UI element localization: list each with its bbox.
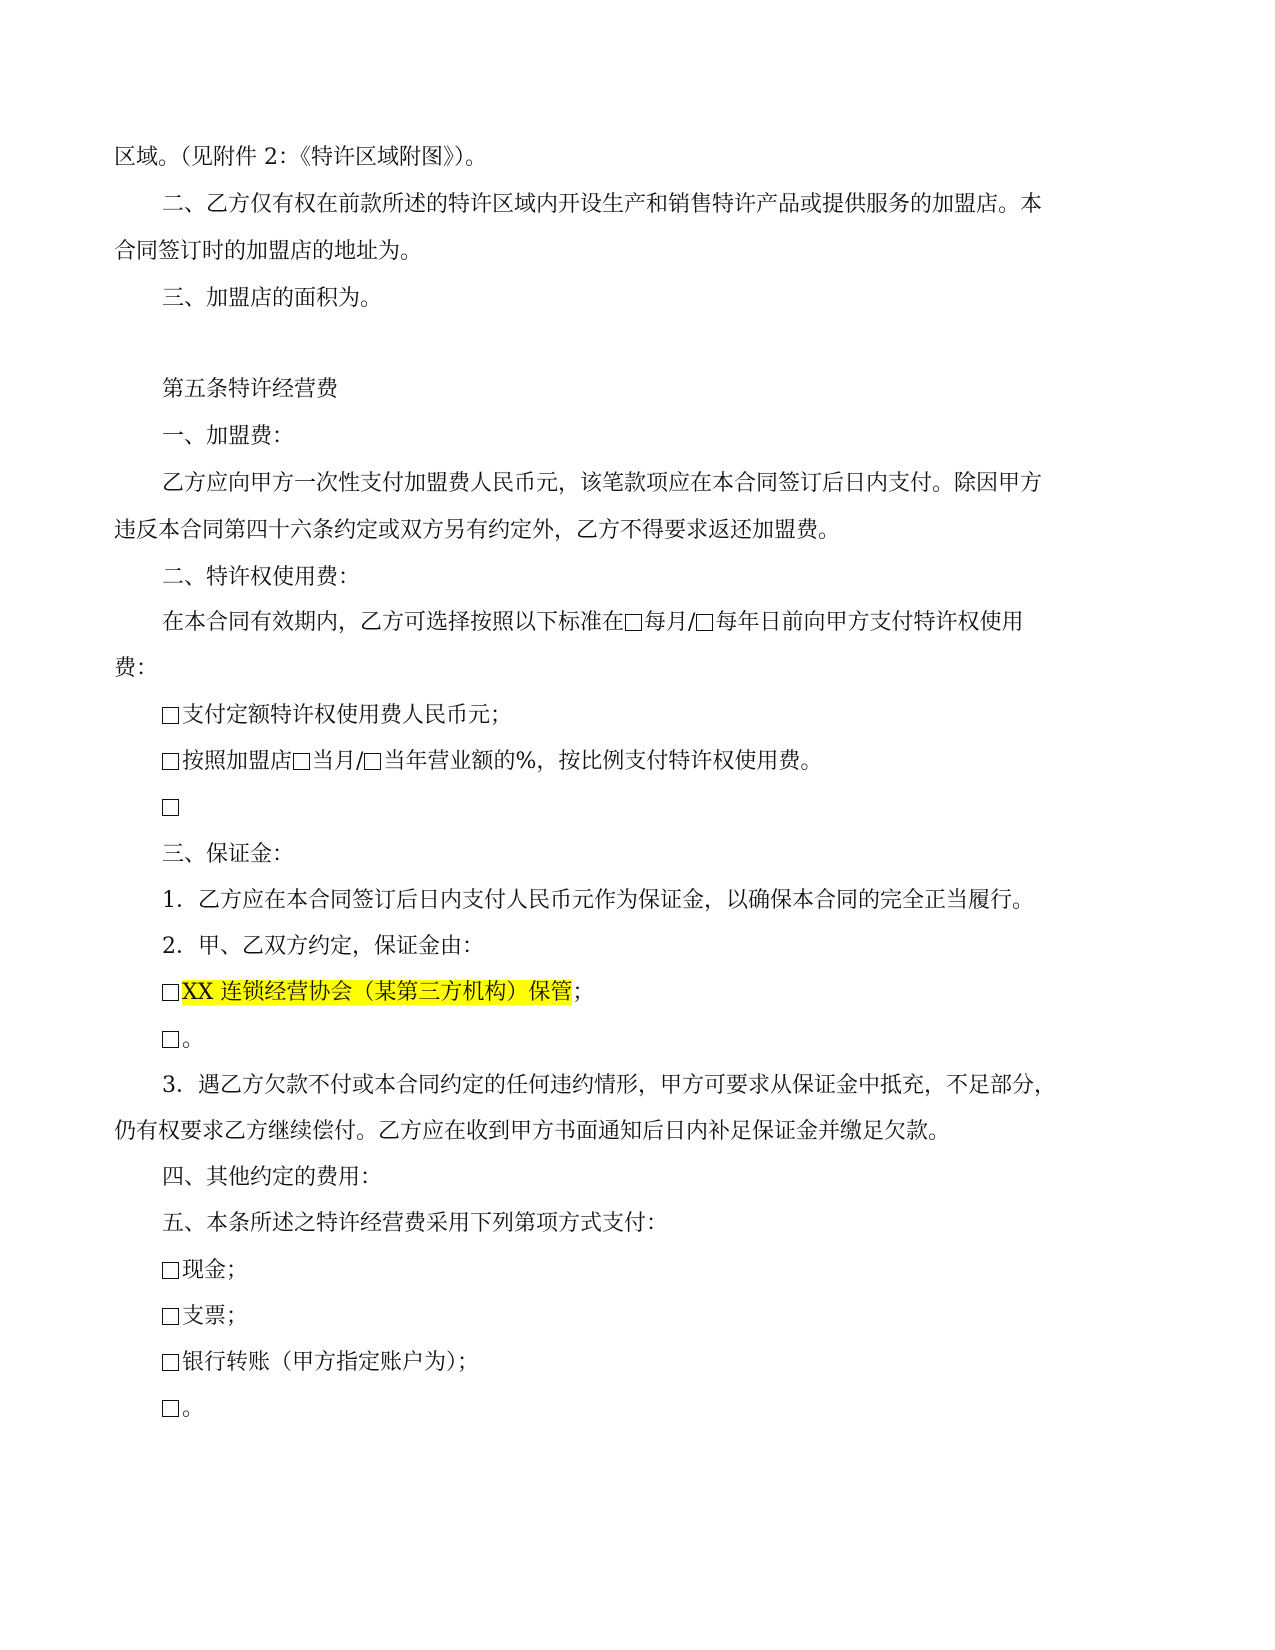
checkbox-icon (162, 1308, 179, 1325)
option-line (162, 793, 182, 823)
paragraph-line (162, 932, 484, 962)
text: 乙方应向甲方一次性支付加盟费人民币元，该笔款项应在本合同签订后日内支付。除因甲方 (162, 471, 1043, 496)
paragraph-line (162, 886, 1034, 916)
text: 二、乙方仅有权在前款所述的特许区域内开设生产和销售特许产品或提供服务的加盟店。本 (162, 192, 1043, 217)
checkbox-icon (364, 753, 381, 770)
text: ； (572, 980, 595, 1005)
paragraph-line (114, 143, 487, 173)
text: 仍有权要求乙方继续偿付。乙方应在收到甲方书面通知后日内补足保证金并缴足欠款。 (114, 1119, 951, 1144)
paragraph-line (162, 1163, 382, 1193)
text: 第五条特许经营费 (162, 377, 339, 402)
text: 按照加盟店 (182, 749, 293, 774)
option-line (162, 978, 594, 1008)
text: 四、其他约定的费用： (162, 1165, 383, 1190)
paragraph-line (114, 237, 422, 267)
option-line (162, 1394, 204, 1424)
text: 一、加盟费： (162, 424, 295, 449)
checkbox-icon (162, 1400, 179, 1417)
checkbox-icon (162, 799, 179, 816)
text: 费： (114, 656, 159, 681)
section-heading (162, 375, 338, 405)
text: 。 (182, 1027, 205, 1052)
text: 每月/ (644, 610, 696, 635)
text: 合同签订时的加盟店的地址为。 (114, 239, 423, 264)
text: 现金； (182, 1258, 249, 1283)
checkbox-icon (625, 614, 642, 631)
paragraph-line (162, 1209, 668, 1239)
checkbox-icon (293, 753, 310, 770)
text: 。 (182, 1396, 205, 1421)
text: 2．甲、乙双方约定，保证金由： (162, 934, 484, 959)
checkbox-icon (162, 984, 179, 1001)
text: 银行转账（甲方指定账户为）； (182, 1350, 480, 1375)
text: 当月/ (312, 749, 364, 774)
text: 支付定额特许权使用费人民币元； (182, 703, 513, 728)
text: 每年日前向甲方支付特许权使用 (715, 610, 1024, 635)
highlighted-text: XX 连锁经营协会（某第三方机构）保管 (182, 980, 573, 1005)
option-line (162, 701, 512, 731)
paragraph-line (162, 608, 1023, 638)
paragraph-line (162, 469, 1042, 499)
checkbox-icon (696, 614, 713, 631)
text: 支票； (182, 1304, 249, 1329)
text: 在本合同有效期内，乙方可选择按照以下标准在 (162, 610, 625, 635)
paragraph-line (162, 563, 360, 593)
paragraph-line (162, 190, 1042, 220)
checkbox-icon (162, 1354, 179, 1371)
paragraph-line (162, 422, 294, 452)
text: 二、特许权使用费： (162, 565, 361, 590)
option-line (162, 1302, 248, 1332)
checkbox-icon (162, 707, 179, 724)
text: 当年营业额的%，按比例支付特许权使用费。 (383, 749, 823, 774)
paragraph-line (114, 1117, 950, 1147)
checkbox-icon (162, 1262, 179, 1279)
paragraph-line (114, 516, 840, 546)
text: 五、本条所述之特许经营费采用下列第项方式支付： (162, 1211, 669, 1236)
text: 三、加盟店的面积为。 (162, 286, 383, 311)
text: 1．乙方应在本合同签订后日内支付人民币元作为保证金，以确保本合同的完全正当履行。 (162, 888, 1035, 913)
paragraph-line (162, 840, 294, 870)
text: 区域。（见附件 2：《特许区域附图》）。 (114, 145, 487, 170)
paragraph-line (114, 654, 158, 684)
option-line (162, 1025, 204, 1055)
text: 三、保证金： (162, 842, 295, 867)
text: 违反本合同第四十六条约定或双方另有约定外，乙方不得要求返还加盟费。 (114, 518, 841, 543)
checkbox-icon (162, 1031, 179, 1048)
text: 3．遇乙方欠款不付或本合同约定的任何违约情形，甲方可要求从保证金中抵充，不足部分， (162, 1073, 1057, 1098)
option-line (162, 1348, 479, 1378)
option-line (162, 1256, 248, 1286)
option-line (162, 747, 822, 777)
paragraph-line (162, 1071, 1056, 1101)
paragraph-line (162, 284, 382, 314)
checkbox-icon (162, 753, 179, 770)
